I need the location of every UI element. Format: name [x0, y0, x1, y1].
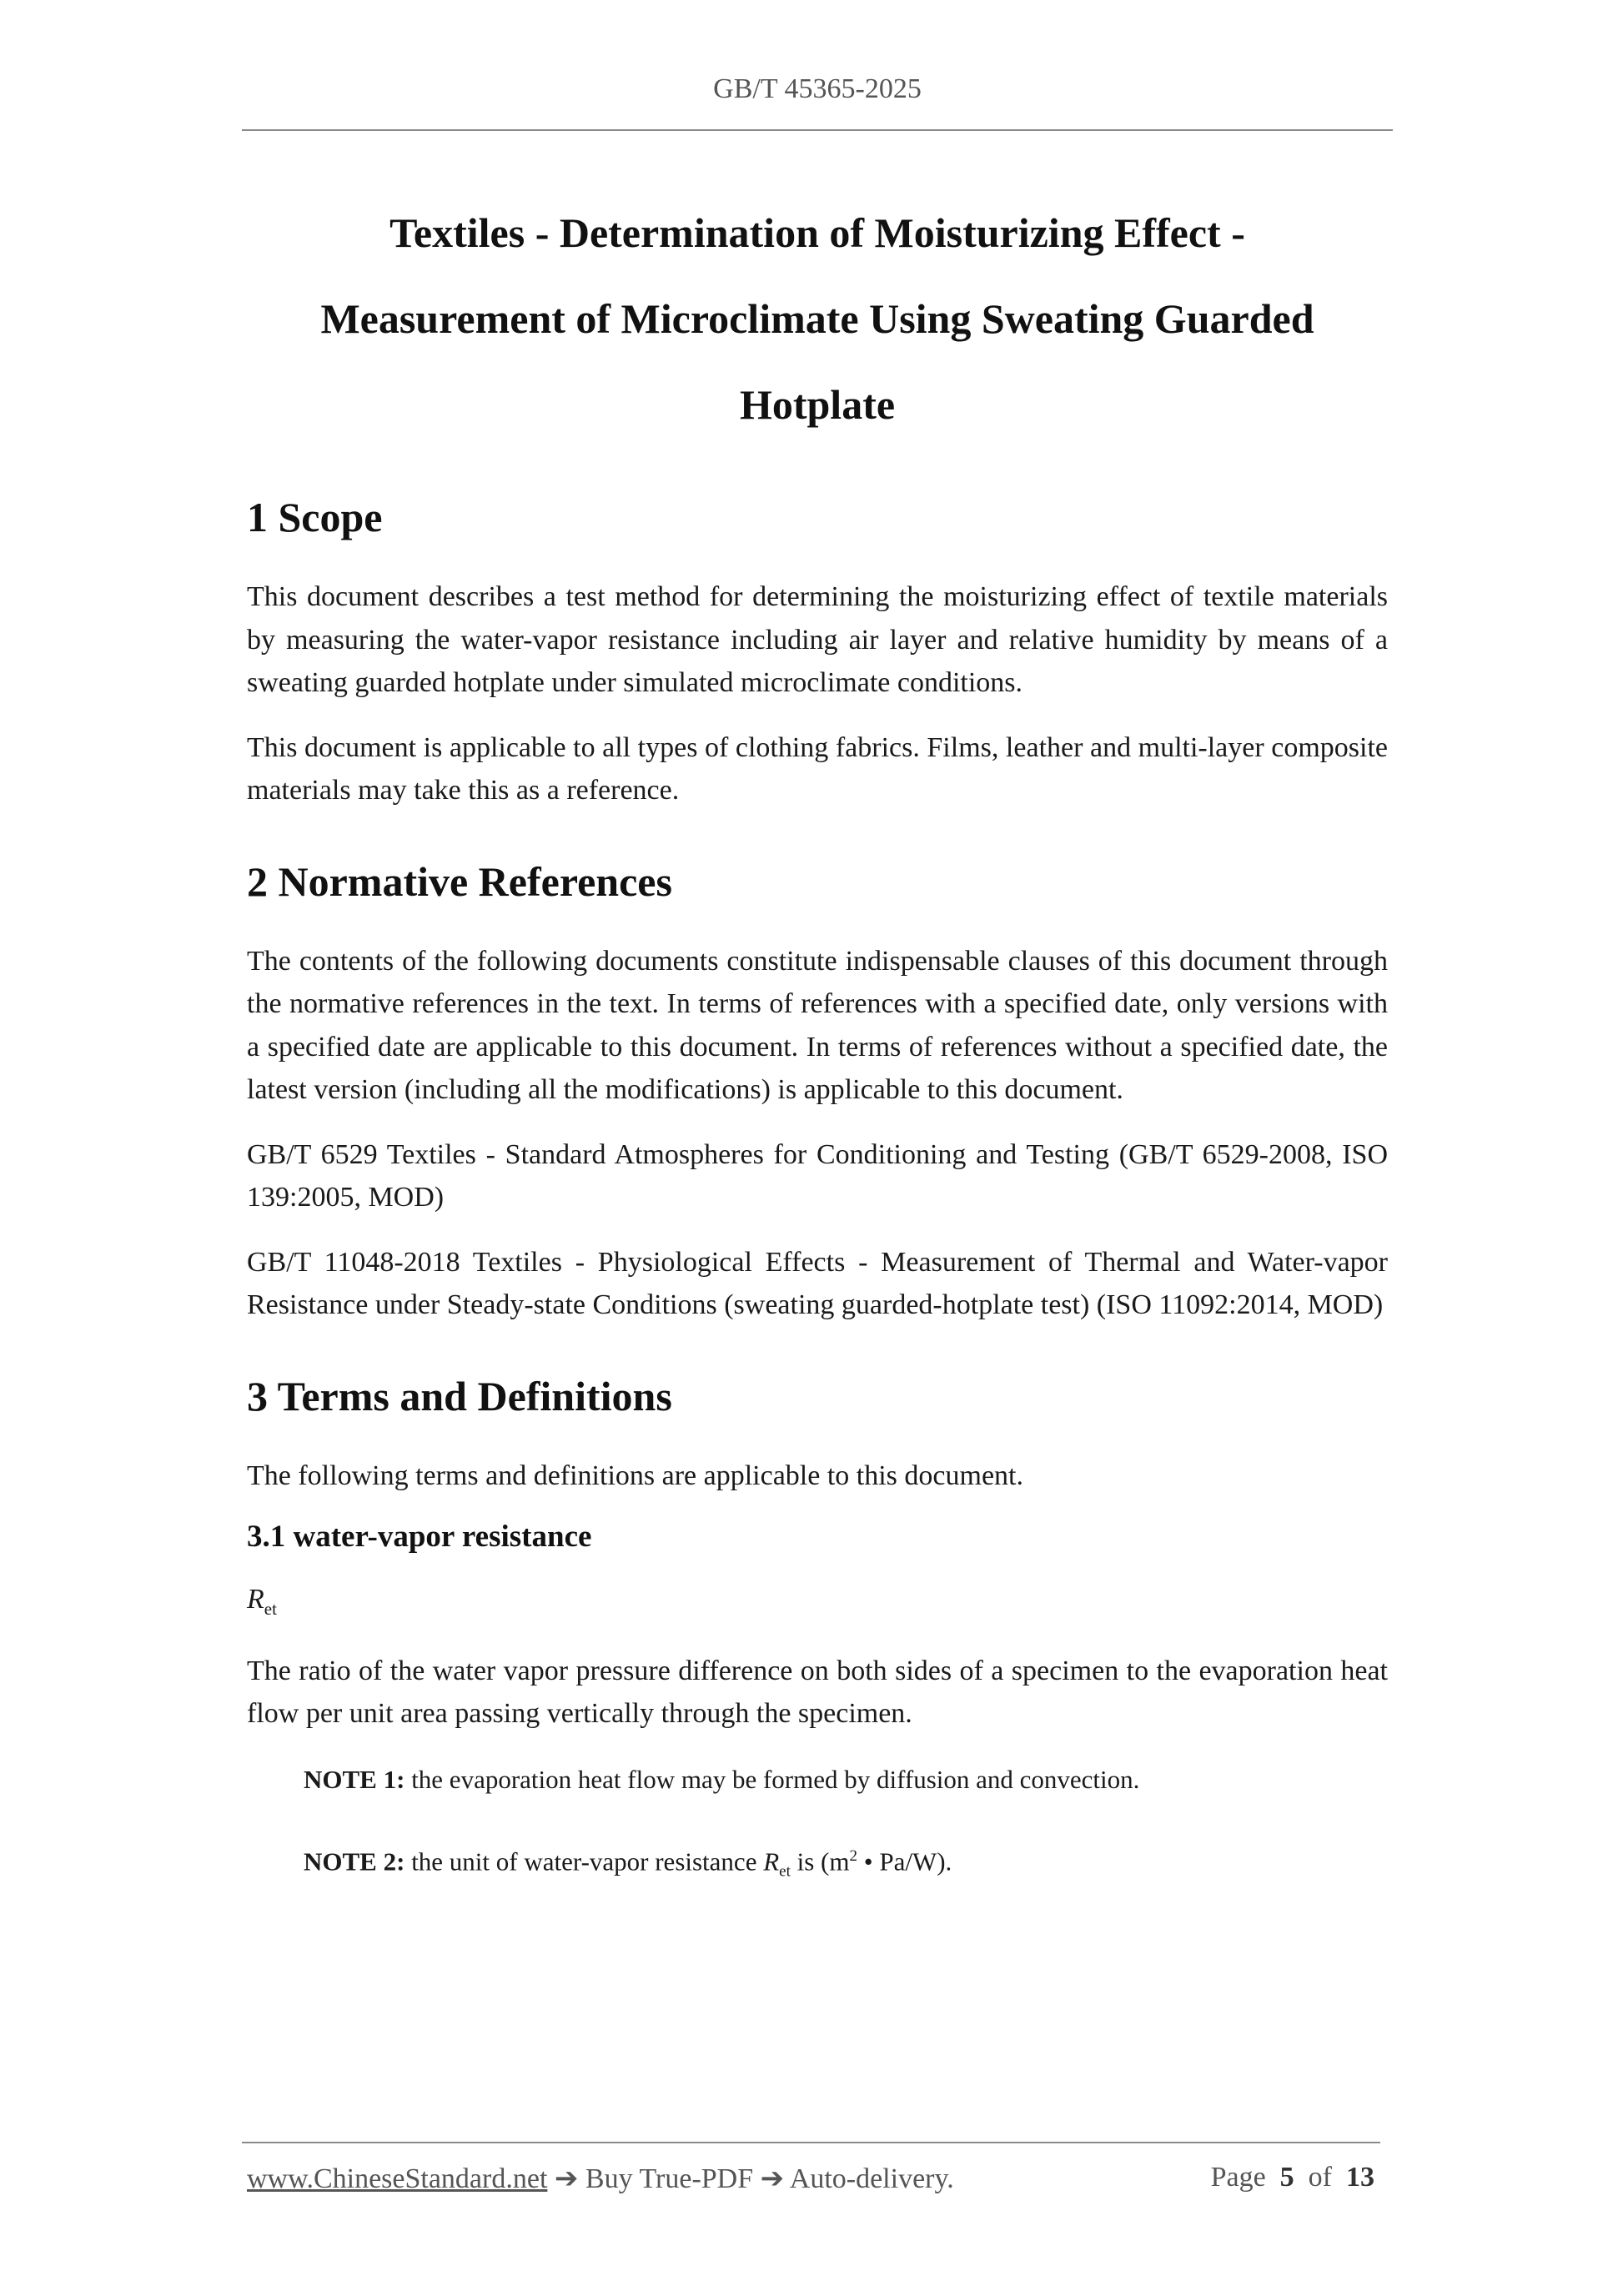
page-number: 5 — [1279, 2162, 1294, 2193]
symbol-subscript: et — [264, 1598, 277, 1619]
note-1-label: NOTE 1: — [304, 1764, 405, 1794]
buy-text: Buy True-PDF — [578, 2163, 761, 2194]
term-symbol — [247, 1579, 1388, 1630]
footer-divider — [242, 2142, 1380, 2143]
scope-paragraph-2: This document is applicable to all types of clothing fabrics. Films, leather and multi-layer composite materials may take this as a reference. — [247, 731, 1388, 806]
note-2-text-b: is (m — [790, 1846, 850, 1876]
note-2-superscript: 2 — [849, 1846, 857, 1865]
symbol-letter: R — [247, 1584, 264, 1615]
title-line-3: Hotplate — [739, 381, 896, 428]
section-2-heading: 2 Normative References — [247, 857, 672, 905]
delivery-text: Auto-delivery. — [784, 2163, 954, 2194]
of-label: of — [1308, 2162, 1332, 2193]
note-2 — [304, 1836, 1388, 1893]
footer-promo — [247, 2162, 954, 2195]
arrow-icon: ➔ — [554, 2163, 579, 2194]
note-2-text-a: the unit of water-vapor resistance — [404, 1846, 764, 1876]
scope-paragraph-1: This document describes a test method for determining the moisturizing effect of textile materials by measuring the water-vapor resistance including air layer and relative humidity by means of a sweating guarded hotplate under simulated microclimate conditions. — [247, 581, 1388, 698]
note-1-text: the evaporation heat flow may be formed by diffusion and convection. — [404, 1764, 1140, 1794]
section-1-heading: 1 Scope — [247, 494, 383, 540]
term-3-1-heading: 3.1 water-vapor resistance — [247, 1520, 592, 1554]
normative-intro-paragraph: The contents of the following documents constitute indispensable clauses of this document through the normative references in the text. In terms of references with a specified date, only versions with a specified date are applicable to this document. In terms of references without a specified date, the latest version (including all the modifications) is applicable to this document. — [247, 945, 1388, 1105]
header-divider — [242, 129, 1393, 131]
reference-gbt-6529: GB/T 6529 Textiles - Standard Atmospheres for Conditioning and Testing (GB/T 6529-2008, ISO 139:2005, MOD) — [247, 1138, 1388, 1213]
section-3-heading: 3 Terms and Definitions — [247, 1372, 672, 1419]
page-indicator — [1211, 2162, 1374, 2193]
note-2-symbol: R — [763, 1846, 780, 1876]
document-title — [242, 190, 1393, 448]
title-line-1: Textiles - Determination of Moisturizing Effect - — [389, 209, 1245, 256]
note-1 — [304, 1759, 1388, 1801]
note-2-label: NOTE 2: — [304, 1846, 405, 1876]
term-definition: The ratio of the water vapor pressure difference on both sides of a specimen to the evaporation heat flow per unit area passing vertically through the specimen. — [247, 1655, 1388, 1730]
title-line-2: Measurement of Microclimate Using Sweating Guarded — [320, 295, 1314, 342]
document-body — [247, 484, 1388, 1892]
note-2-symbol-subscript: et — [779, 1862, 791, 1881]
page-header: GB/T 45365-2025 — [713, 73, 922, 104]
page-total: 13 — [1346, 2162, 1374, 2193]
website-link[interactable]: www.ChineseStandard.net — [247, 2163, 548, 2194]
note-2-text-c: • Pa/W). — [857, 1846, 952, 1876]
arrow-icon: ➔ — [760, 2163, 785, 2194]
terms-intro-paragraph: The following terms and definitions are applicable to this document. — [247, 1459, 1023, 1491]
page-label: Page — [1210, 2162, 1266, 2193]
reference-gbt-11048: GB/T 11048-2018 Textiles - Physiological Effects - Measurement of Thermal and Water-vapor Resistance under Steady-state Conditions (sweating guarded-hotplate test) (ISO 11092:2014, MOD) — [247, 1246, 1388, 1320]
